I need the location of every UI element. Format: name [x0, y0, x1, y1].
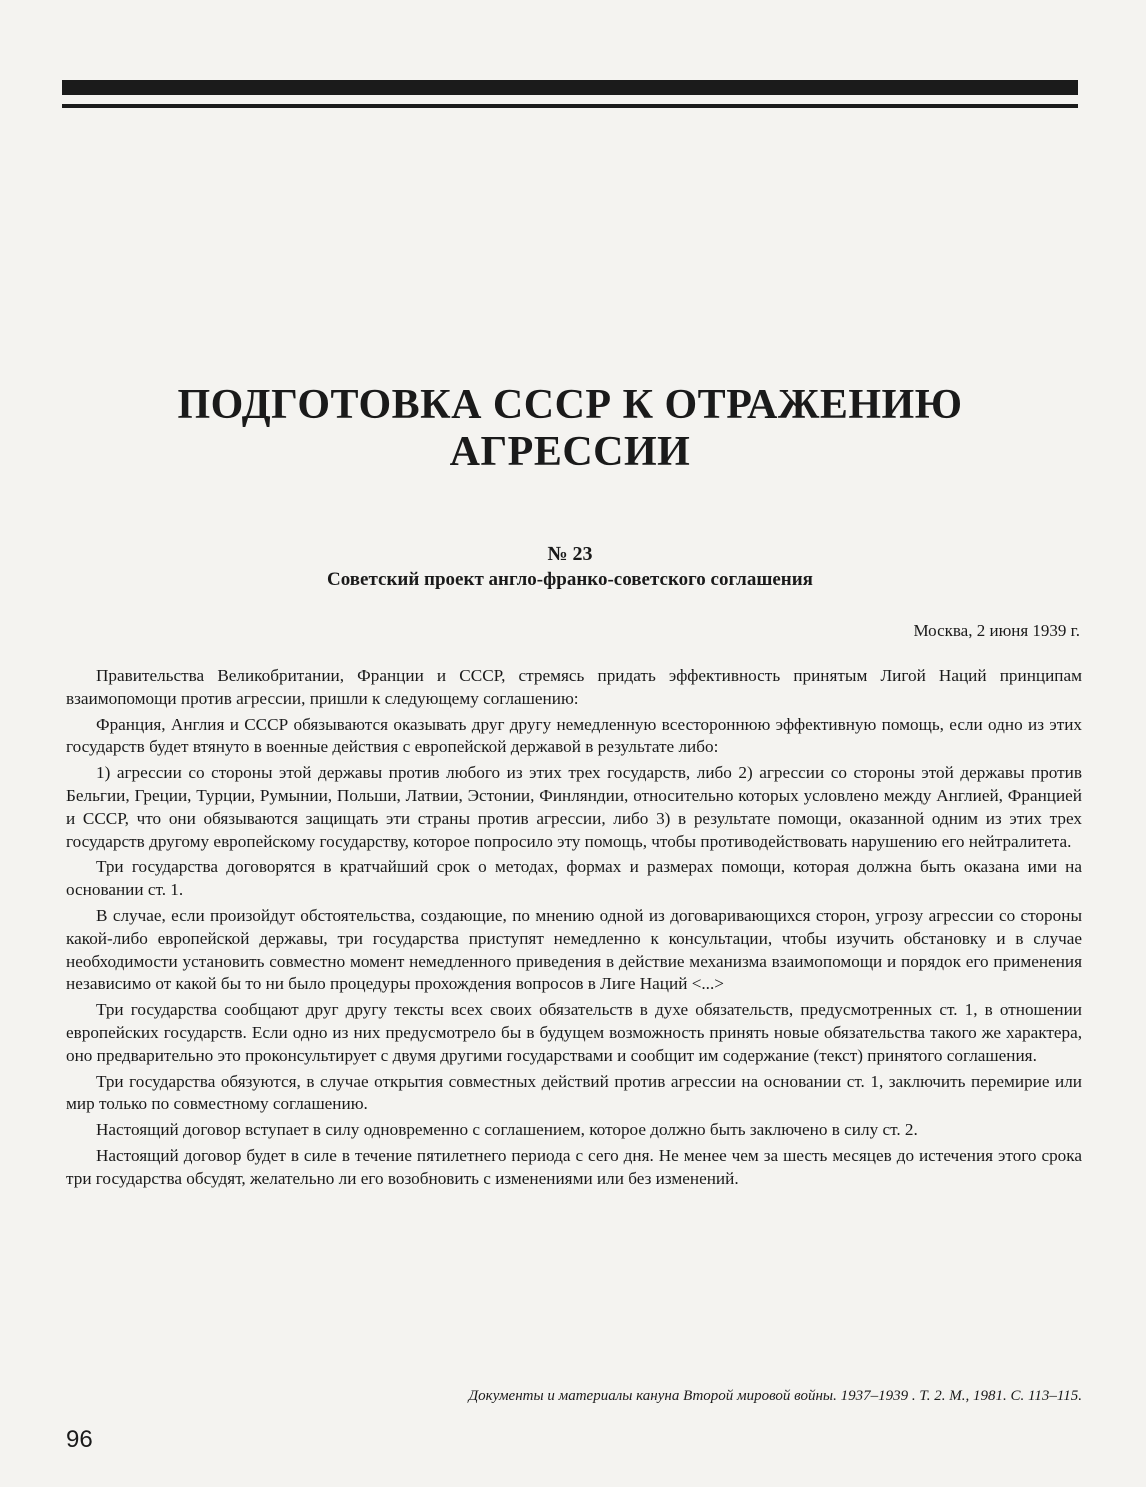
paragraph-6: Три государства сообщают друг другу тексты всех своих обязательств в духе обязательств, предусмотренных ст. 1, в отношении европейских государств. Если одно из них предусмотрело бы в будущем возможность принять новые обязательства такого же характера, оно предварительно это проконсультирует с двумя другими государствами и сообщит им содержание (текст) принятого соглашения. — [66, 1000, 1082, 1065]
paragraph-2: Франция, Англия и СССР обязываются оказывать друг другу немедленную всестороннюю эффективную помощь, если одно из этих государств будет втянуто в военные действия с европейской державой в результате либо: — [66, 714, 1082, 757]
paragraph-3: 1) агрессии со стороны этой державы против любого из этих трех государств, либо 2) агрессии со стороны этой державы против Бельгии, Греции, Турции, Румынии, Польши, Латвии, Эстонии, Финляндии, относительно которых условлено между Англией, Францией и СССР, что они обязываются защищать эти страны против агрессии, либо 3) в результате помощи, оказанной одним из этих трех государств другому европейскому государству, которое попросило эту помощь, чтобы противодействовать нарушению его нейтралитета. — [66, 763, 1082, 851]
document-title: Советский проект англо-франко-советского соглашения — [327, 569, 813, 590]
paragraph-8: Настоящий договор вступает в силу одновременно с соглашением, которое должно быть заключено в силу ст. 2. — [96, 1120, 918, 1140]
document-body — [66, 665, 1082, 1194]
paragraph-1: Правительства Великобритании, Франции и СССР, стремясь придать эффективность принятым Лигой Наций принципам взаимопомощи против агрессии, пришли к следующему соглашению: — [66, 666, 1082, 708]
header-rule-thick — [62, 80, 1078, 95]
place-date: Москва, 2 июня 1939 г. — [913, 621, 1080, 640]
paragraph-5: В случае, если произойдут обстоятельства, создающие, по мнению одной из договаривающихся сторон, угрозу агрессии со стороны какой-либо европейской державы, три государства приступят немедленно к консультации, чтобы изучить обстановку и в случае необходимости установить совместно момент немедленного приведения в действие механизма взаимопомощи и порядок его применения независимо от какой бы то ни было процедуры прохождения вопросов в Лиге Наций <...> — [66, 905, 1082, 994]
paragraph-7: Три государства обязуются, в случае открытия совместных действий против агрессии на основании ст. 1, заключить перемирие или мир только по совместному соглашению. — [66, 1071, 1082, 1114]
section-title-line-2: АГРЕССИИ — [449, 429, 691, 475]
section-title-line-1: ПОДГОТОВКА СССР К ОТРАЖЕНИЮ — [177, 382, 963, 428]
paragraph-4: Три государства договорятся в кратчайший срок о методах, формах и размерах помощи, которая должна быть оказана ими на основании ст. 1. — [66, 857, 1082, 900]
paragraph-9: Настоящий договор будет в силе в течение пятилетнего периода с сего дня. Не менее чем за шесть месяцев до истечения этого срока три государства обсудят, желательно ли его возобновить с изменениями или без изменений. — [66, 1145, 1082, 1188]
document-number: № 23 — [547, 543, 593, 565]
section-title — [62, 382, 1078, 476]
header-rule-thin — [62, 104, 1078, 108]
page-number: 96 — [66, 1426, 93, 1453]
source-citation: Документы и материалы кануна Второй мировой войны. 1937–1939 . Т. 2. М., 1981. С. 113–115. — [468, 1388, 1082, 1404]
